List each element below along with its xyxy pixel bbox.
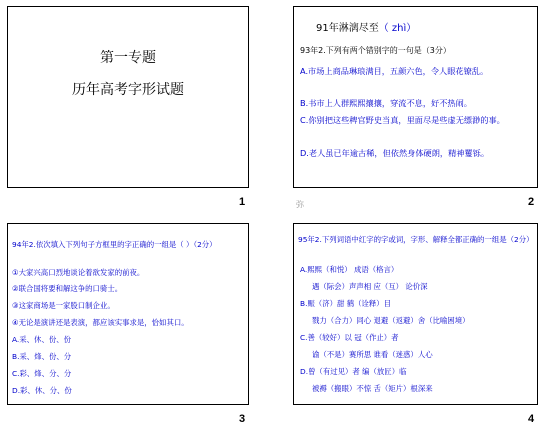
slide-4[interactable] — [293, 223, 538, 405]
slide-3-number: 3 — [239, 413, 246, 425]
slide-4-line-2: 遇（际会）声声相 应（互） 论价深 — [312, 282, 428, 291]
slide-3-option-b: B.采、烽、份、分 — [12, 352, 72, 361]
slide-3-option-d: D.彩、休、分、份 — [12, 386, 72, 395]
slide-4-line-3: B.赈（济）甜 鹤（诠释）目 — [300, 299, 392, 308]
slide-3[interactable] — [7, 223, 249, 405]
slide-2-number: 2 — [528, 196, 535, 208]
slide-1-number: 1 — [239, 196, 246, 208]
slide-2-title — [316, 19, 416, 34]
slide-3-option-c: C.彩、烽、分、分 — [12, 369, 72, 378]
slide-2-title-pinyin: （ zhì） — [378, 23, 417, 34]
slide-2-question: 93年2.下列有两个错别字的一句是（3分） — [300, 46, 451, 55]
slide-1[interactable] — [7, 6, 249, 188]
slide-4-line-7: D.曾（有过见）者 编（放匠）临 — [300, 367, 407, 376]
slide-2-option-c: C.你别把这些稗官野史当真，里面尽是些虚无缥渺的事。 — [300, 115, 505, 125]
slide-2-title-prefix: 91年淋漓尽至 — [316, 23, 379, 34]
slide-4-number: 4 — [528, 413, 535, 425]
slide-4-line-4: 戮力（合力）同心 退避（返避）舍（比喻困境） — [312, 316, 470, 325]
slide-4-line-6: 谕（不是）赛所思 谁看（迷惑）人心 — [312, 350, 433, 359]
slide-3-sentence-4: ④无论是演讲还是表演，都应该实事求是，恰如其口。 — [12, 318, 189, 327]
slide-3-option-a: A.采、休、份、份 — [12, 335, 72, 344]
slide-1-topic: 第一专题 — [100, 50, 156, 66]
slide-2-option-d: D.老人虽已年逾古稀，但依然身体硬朗，精神矍铄。 — [300, 148, 490, 158]
slide-2[interactable] — [293, 6, 538, 188]
slide-4-line-1: A.熙熙（和悦） 成语（格言） — [300, 265, 399, 274]
slide-3-sentence-1: ①大家兴高口烈地谈论着欲发家的前夜。 — [12, 268, 145, 277]
slide-3-sentence-3: ③这家商场是一家股口制企业。 — [12, 301, 115, 310]
slide-4-question: 95年2.下列词语中红字的字或词，字形、解释全都正确的一组是（2分） — [298, 235, 534, 244]
slide-1-title: 历年高考字形试题 — [72, 82, 184, 98]
slide-4-line-8: 被褥（搬眼）不惊 舌（矩片）根深来 — [312, 384, 433, 393]
slide-3-question: 94年2.依次填入下列句子方框里的字正确的一组是（ ）（2分） — [12, 240, 217, 249]
slide-3-sentence-2: ②联合国将要和解这争的口骑士。 — [12, 284, 123, 293]
slide-2-option-b: B.书市上人群熙熙攘攘，穿流不息，好不热闹。 — [300, 98, 472, 108]
slide-2-option-a: A.市场上商品琳琅满目，五颜六色，令人眼花镣乱。 — [300, 66, 489, 76]
slide-marker: 弥 — [296, 200, 304, 209]
slide-4-line-5: C.善（较好）以 冠（作止）者 — [300, 333, 399, 342]
